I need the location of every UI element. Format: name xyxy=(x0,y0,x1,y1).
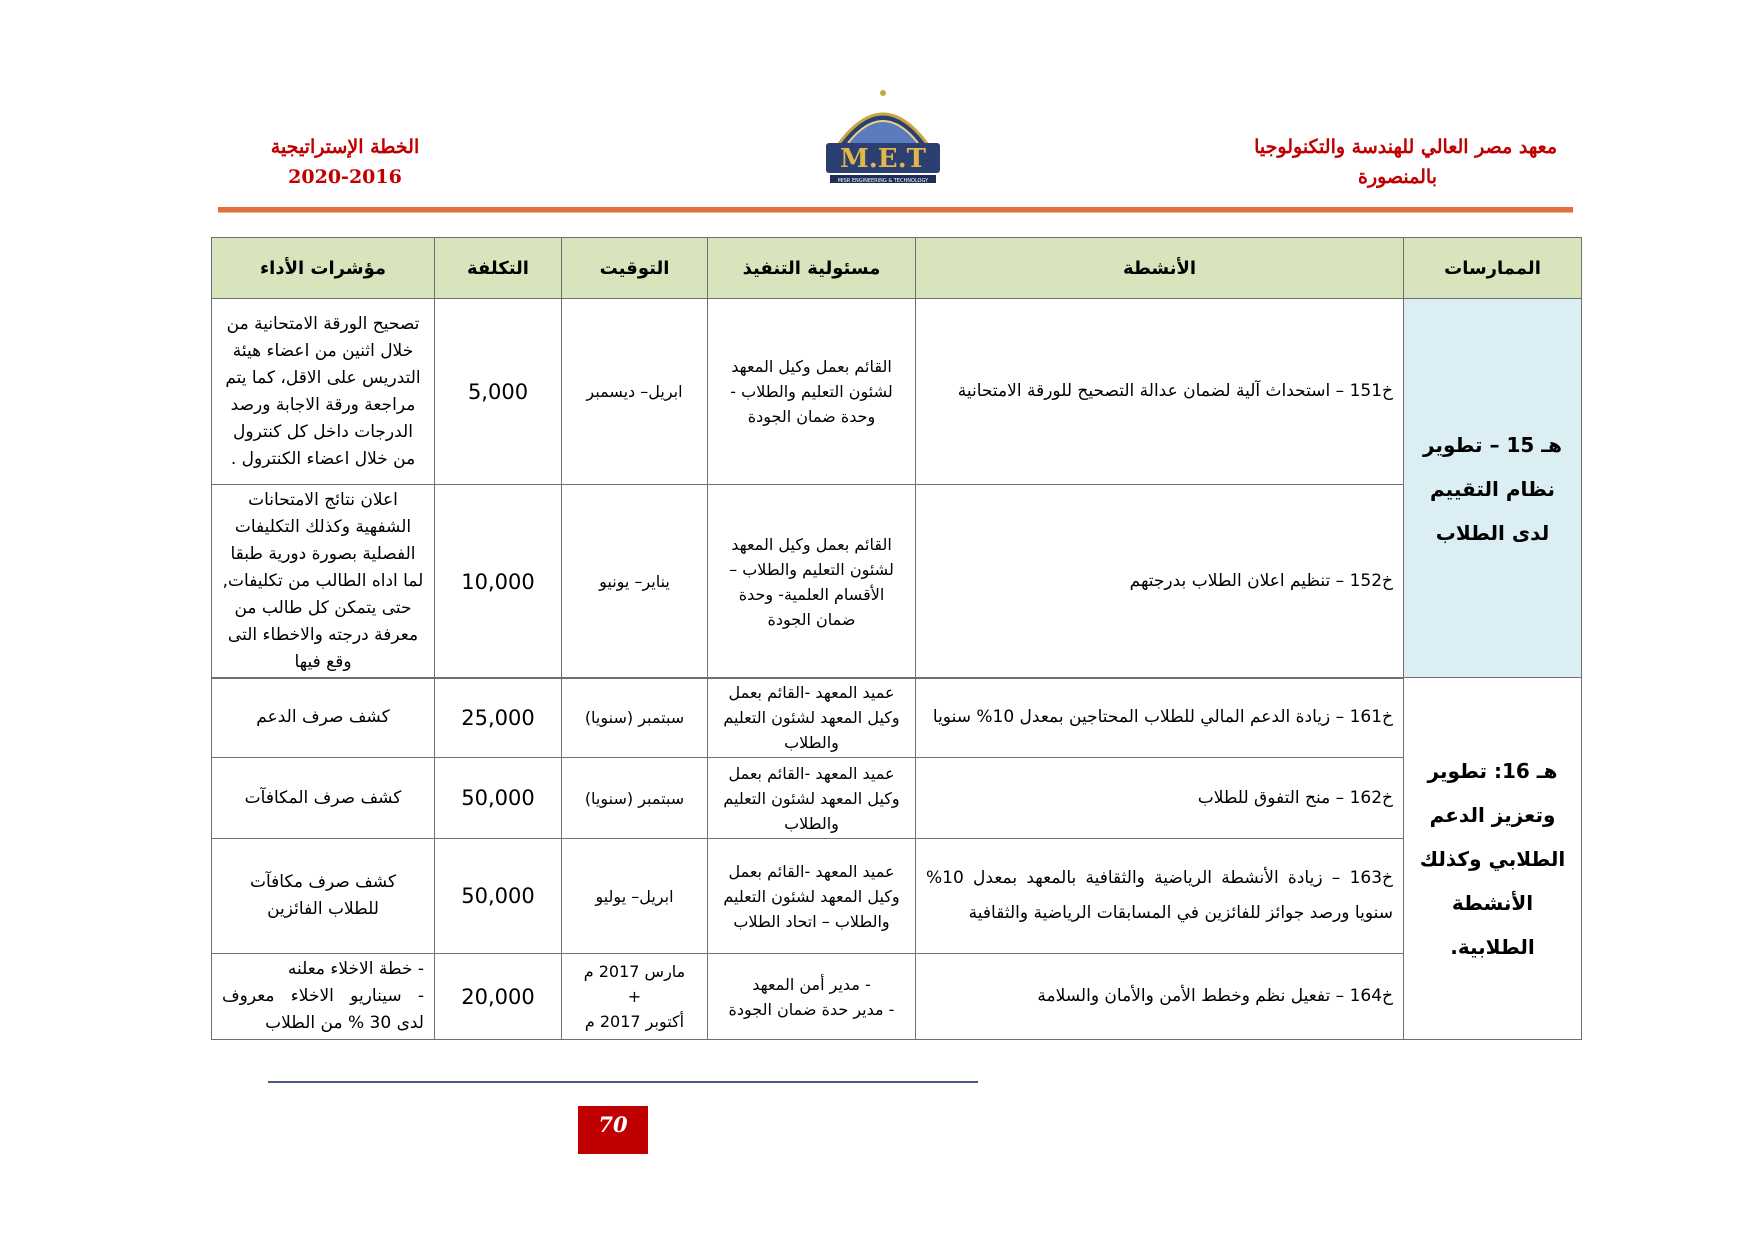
page-number: 70 xyxy=(578,1106,648,1154)
timing-cell: ابريل– ديسمبر xyxy=(562,299,708,485)
responsibility-cell: عميد المعهد -القائم بعمل وكيل المعهد لشئون التعليم والطلاب – اتحاد الطلاب xyxy=(708,839,916,954)
timing-line: + xyxy=(627,987,642,1006)
svg-text:MISR ENGINEERING & TECHNOLOGY: MISR ENGINEERING & TECHNOLOGY xyxy=(837,178,929,184)
table-row xyxy=(212,758,1582,839)
table-row xyxy=(212,485,1582,679)
practice-cell: هـ 15 – تطوير نظام التقييم لدى الطلاب xyxy=(1404,299,1582,679)
responsibility-cell: عميد المعهد -القائم بعمل وكيل المعهد لشئون التعليم والطلاب xyxy=(708,758,916,839)
col-header-activities: الأنشطة xyxy=(916,238,1404,299)
col-header-responsibility: مسئولية التنفيذ xyxy=(708,238,916,299)
header-divider-shadow xyxy=(218,212,1573,213)
timing-cell: يناير– يونيو xyxy=(562,485,708,679)
cost-cell: 20,000 xyxy=(435,954,562,1040)
institute-name xyxy=(1217,132,1557,192)
table-header-row xyxy=(212,238,1582,299)
table-row xyxy=(212,839,1582,954)
col-header-kpi: مؤشرات الأداء xyxy=(212,238,435,299)
activity-cell: خ151 – استحداث آلية لضمان عدالة التصحيح للورقة الامتحانية xyxy=(916,299,1404,485)
footer-divider xyxy=(268,1081,978,1083)
timing-cell: ابريل– يوليو xyxy=(562,839,708,954)
cost-cell: 25,000 xyxy=(435,678,562,758)
cost-cell: 50,000 xyxy=(435,839,562,954)
timing-cell xyxy=(562,954,708,1040)
kpi-cell: كشف صرف المكافآت xyxy=(212,758,435,839)
kpi-cell: تصحيح الورقة الامتحانية من خلال اثنين من اعضاء هيئة التدريس على الاقل، كما يتم مراجعة ورقة الاجابة ورصد الدرجات داخل كل كنترول من خلال اعضاء الكنترول . xyxy=(212,299,435,485)
col-header-cost: التكلفة xyxy=(435,238,562,299)
activity-cell: خ162 – منح التفوق للطلاب xyxy=(916,758,1404,839)
cost-cell: 10,000 xyxy=(435,485,562,679)
activity-cell: خ161 – زيادة الدعم المالي للطلاب المحتاجين بمعدل 10% سنويا xyxy=(916,678,1404,758)
kpi-cell xyxy=(212,954,435,1040)
met-logo xyxy=(818,85,948,195)
plan-title: الخطة الإستراتيجية xyxy=(270,136,420,158)
kpi-cell: اعلان نتائج الامتحانات الشفهية وكذلك التكليفات الفصلية بصورة دورية طبقا لما اداه الطالب من تكليفات, حتى يتمكن كل طالب من معرفة درجته والاخطاء التى وقع فيها xyxy=(212,485,435,679)
responsibility-line: - مدير أمن المعهد xyxy=(752,974,871,994)
responsibility-cell: القائم بعمل وكيل المعهد لشئون التعليم والطلاب – الأقسام العلمية- وحدة ضمان الجودة xyxy=(708,485,916,679)
plan-table-1 xyxy=(211,237,1582,679)
timing-cell: سبتمبر (سنويا) xyxy=(562,758,708,839)
kpi-line: - سيناريو الاخلاء معروف لدى 30 % من الطلاب xyxy=(222,986,424,1033)
table-row xyxy=(212,954,1582,1040)
responsibility-cell xyxy=(708,954,916,1040)
cost-cell: 50,000 xyxy=(435,758,562,839)
timing-cell: سبتمبر (سنويا) xyxy=(562,678,708,758)
svg-text:M.E.T: M.E.T xyxy=(839,144,927,174)
plan-table-2 xyxy=(211,677,1582,1040)
activity-cell: خ163 – زيادة الأنشطة الرياضية والثقافية بالمعهد بمعدل 10% سنويا ورصد جوائز للفائزين في المسابقات الرياضية والثقافية xyxy=(916,839,1404,954)
timing-line: أكتوبر 2017 م xyxy=(584,1012,685,1031)
table-row xyxy=(212,678,1582,758)
responsibility-cell: عميد المعهد -القائم بعمل وكيل المعهد لشئون التعليم والطلاب xyxy=(708,678,916,758)
institute-name-line2: بالمنصورة xyxy=(1357,166,1437,188)
kpi-line: - خطة الاخلاء معلنه xyxy=(287,959,424,979)
kpi-cell: كشف صرف الدعم xyxy=(212,678,435,758)
institute-name-line1: معهد مصر العالي للهندسة والتكنولوجيا xyxy=(1254,136,1557,158)
activity-cell: خ152 – تنظيم اعلان الطلاب بدرجتهم xyxy=(916,485,1404,679)
kpi-cell: كشف صرف مكافآت للطلاب الفائزين xyxy=(212,839,435,954)
plan-title-block xyxy=(245,132,445,192)
col-header-practices: الممارسات xyxy=(1404,238,1582,299)
col-header-timing: التوقيت xyxy=(562,238,708,299)
table-row xyxy=(212,299,1582,485)
timing-line: مارس 2017 م xyxy=(583,962,686,981)
responsibility-cell: القائم بعمل وكيل المعهد لشئون التعليم والطلاب - وحدة ضمان الجودة xyxy=(708,299,916,485)
plan-years: 2020-2016 xyxy=(288,166,402,188)
cost-cell: 5,000 xyxy=(435,299,562,485)
practice-cell: هـ 16: تطوير وتعزيز الدعم الطلابي وكذلك الأنشطة الطلابية. xyxy=(1404,678,1582,1040)
responsibility-line: - مدير حدة ضمان الجودة xyxy=(728,999,895,1019)
activity-cell: خ164 – تفعيل نظم وخطط الأمن والأمان والسلامة xyxy=(916,954,1404,1040)
